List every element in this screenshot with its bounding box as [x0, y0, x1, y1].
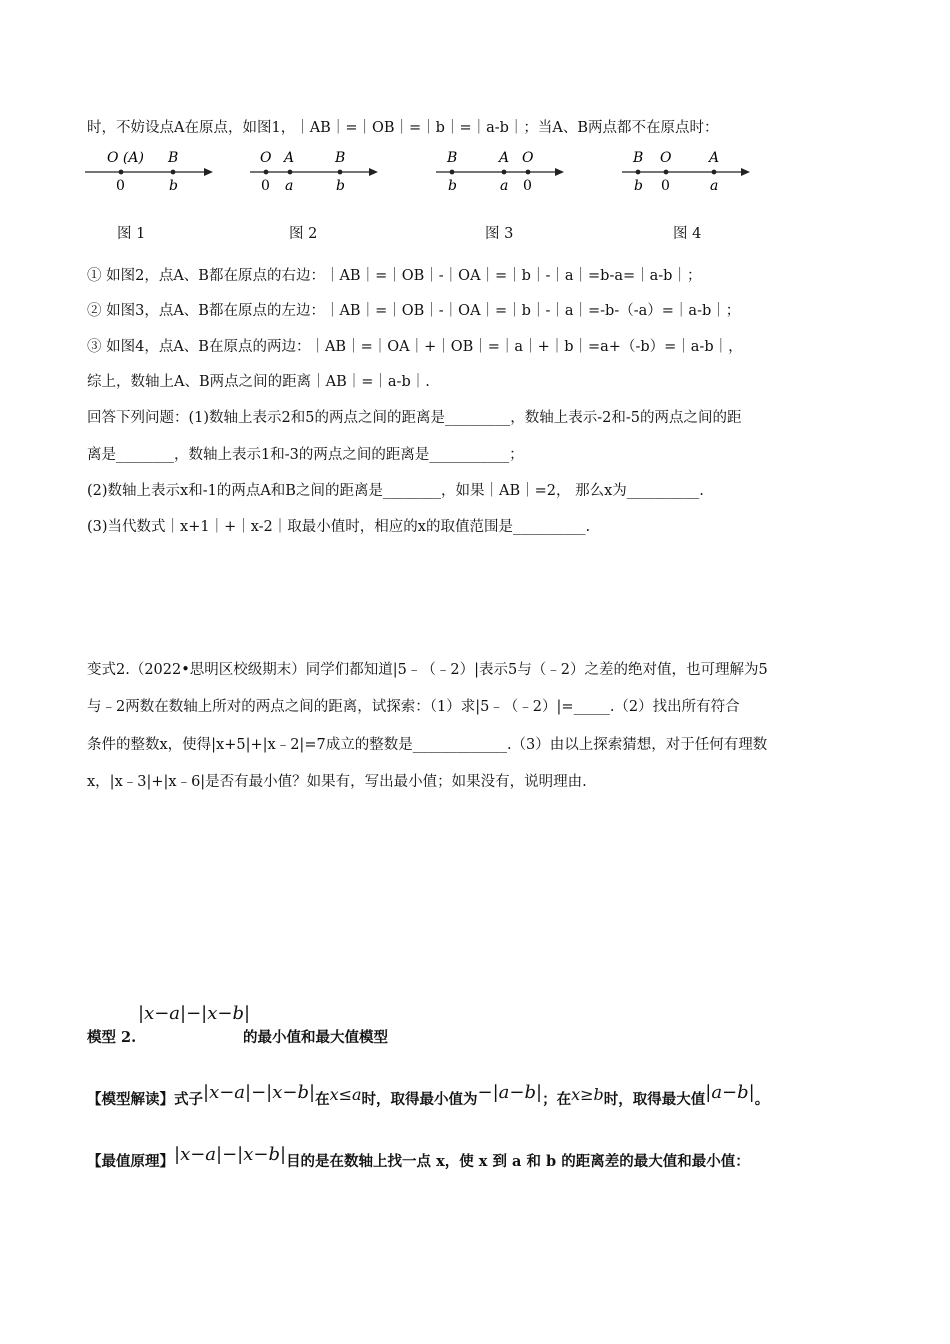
fig2-tick-b: b	[336, 178, 345, 194]
fig2-label-a: A	[284, 150, 295, 166]
principle-line	[87, 1144, 750, 1172]
condition-x-ge-b: x≥b	[571, 1085, 604, 1104]
fig4-tick-b: b	[634, 178, 643, 194]
principle-label: 【最值原理】	[87, 1153, 174, 1170]
question-3: (3)当代数式｜x+1｜+｜x-2｜取最小值时，相应的x的取值范围是__________.	[87, 519, 591, 535]
fig4-tick-a: a	[710, 178, 719, 194]
fig2-tick-0: 0	[261, 178, 270, 194]
question-2: (2)数轴上表示x和-1的两点A和B之间的距离是________，如果｜AB｜=2， 那么x为__________.	[87, 483, 704, 499]
figure-1	[85, 148, 215, 196]
model-2-title-suffix: 的最小值和最大值模型	[243, 1029, 388, 1046]
fig3-label-o: O	[522, 150, 534, 166]
fig3-label-a: A	[499, 150, 510, 166]
interpretation-text-3: ；在	[542, 1091, 572, 1108]
case-2-text: ② 如图3，点A、B都在原点的左边：｜AB｜=｜OB｜-｜OA｜=｜b｜-｜a｜=-b-（-a）=｜a-b｜；	[87, 303, 741, 319]
figure-2	[250, 148, 380, 196]
variant-2-line-4: x，|x﹣3|+|x﹣6|是否有最小值？如果有，写出最小值；如果没有，说明理由.	[87, 774, 587, 790]
figure-2-caption: 图 2	[289, 226, 318, 242]
summary-text: 综上，数轴上A、B两点之间的距离｜AB｜=｜a-b｜.	[87, 374, 430, 390]
interpretation-formula: |x−a|−|x−b|	[203, 1082, 316, 1103]
model-2-label: 模型 2.	[87, 1029, 137, 1046]
fig2-tick-a: a	[285, 178, 294, 194]
fig1-tick-b: b	[169, 178, 178, 194]
figure-3-caption: 图 3	[485, 226, 514, 242]
interpretation-label: 【模型解读】式子	[87, 1091, 203, 1108]
maximum-value: |a−b|	[705, 1082, 755, 1103]
interpretation-text-4: 时，取得最大值	[603, 1091, 706, 1108]
model-2-formula: |x−a|−|x−b|	[138, 1003, 251, 1024]
variant-2-line-2: 与﹣2两数在数轴上所对的两点之间的距离，试探索：（1）求|5﹣（﹣2）|=_____.（2）找出所有符合	[87, 699, 740, 715]
fig3-tick-a: a	[500, 178, 509, 194]
minimum-value: −|a−b|	[477, 1082, 543, 1103]
interpretation-text-1: 在	[315, 1091, 330, 1108]
fig1-label-oa: O (A)	[107, 150, 144, 166]
case-3-text: ③ 如图4，点A、B在原点的两边：｜AB｜=｜OA｜+｜OB｜=｜a｜+｜b｜=a+（-b）=｜a-b｜，	[87, 339, 743, 355]
fig3-tick-b: b	[448, 178, 457, 194]
figure-1-caption: 图 1	[117, 226, 146, 242]
figure-4-caption: 图 4	[673, 226, 702, 242]
fig4-label-b: B	[633, 150, 644, 166]
figure-4	[622, 148, 752, 196]
intro-text: 时，不妨设点A在原点，如图1，｜AB｜=｜OB｜=｜b｜=｜a-b｜；当A、B两点都不在原点时：	[87, 120, 719, 136]
condition-x-le-a: x≤a	[329, 1085, 362, 1104]
fig2-label-o: O	[260, 150, 272, 166]
principle-formula: |x−a|−|x−b|	[174, 1144, 287, 1165]
fig1-label-b: B	[168, 150, 179, 166]
interpretation-end: 。	[754, 1091, 770, 1108]
fig3-label-b: B	[447, 150, 458, 166]
fig3-tick-0: 0	[523, 178, 532, 194]
case-1-text: ① 如图2，点A、B都在原点的右边：｜AB｜=｜OB｜-｜OA｜=｜b｜-｜a｜=b-a=｜a-b｜；	[87, 268, 702, 284]
fig2-label-b: B	[335, 150, 346, 166]
variant-2-line-3: 条件的整数x，使得|x+5|+|x﹣2|=7成立的整数是_____________.（3）由以上探索猜想，对于任何有理数	[87, 737, 768, 753]
fig1-tick-0: 0	[116, 178, 125, 194]
variant-2-line-1: 变式2.（2022•思明区校级期末）同学们都知道|5﹣（﹣2）|表示5与（﹣2）之差的绝对值，也可理解为5	[87, 662, 768, 678]
question-intro: 回答下列问题：(1)数轴上表示2和5的两点之间的距离是_________，数轴上表示-2和-5的两点之间的距	[87, 410, 742, 426]
fig4-label-o: O	[660, 150, 672, 166]
interpretation-text-2: 时，取得最小值为	[361, 1091, 478, 1108]
model-interpretation	[87, 1082, 770, 1110]
fig4-label-a: A	[709, 150, 720, 166]
fig4-tick-0: 0	[661, 178, 670, 194]
question-1-continued: 离是________，数轴上表示1和-3的两点之间的距离是___________；	[87, 447, 524, 463]
figure-3	[436, 148, 566, 196]
principle-text: 目的是在数轴上找一点 x，使 x 到 a 和 b 的距离差的最大值和最小值：	[286, 1153, 750, 1170]
